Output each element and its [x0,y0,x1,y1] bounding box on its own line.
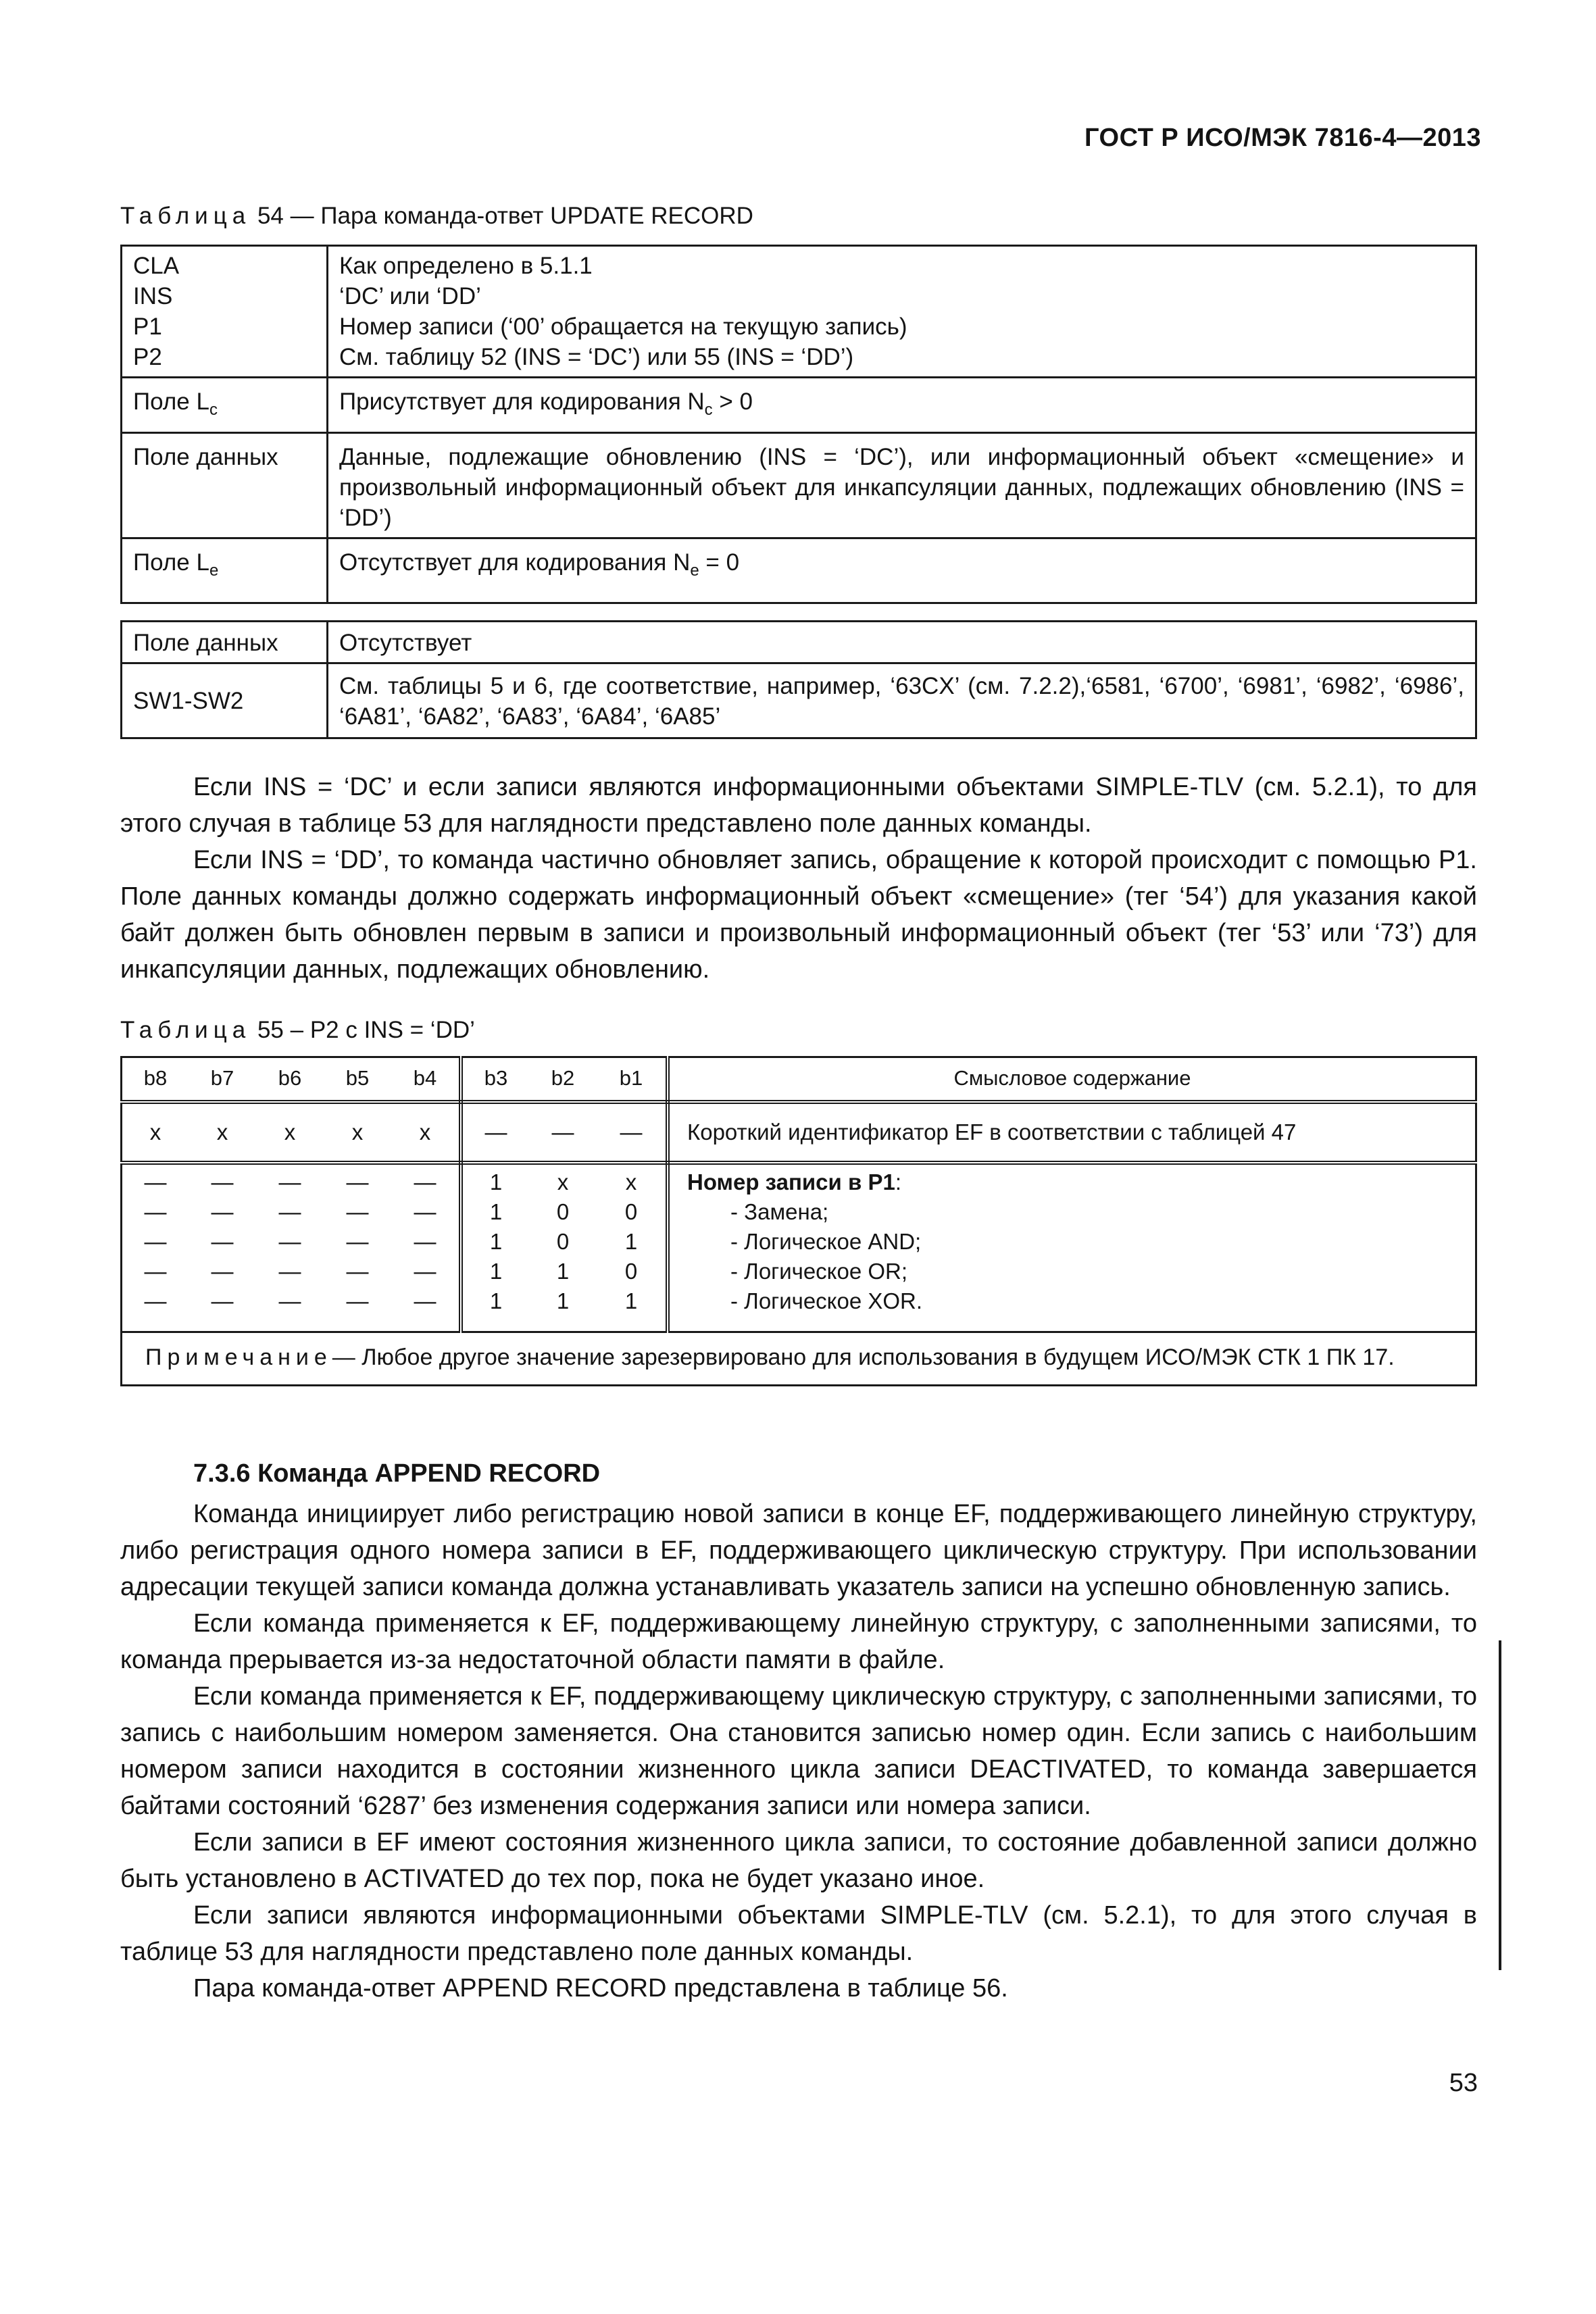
table-cell-field [122,538,328,603]
table-cell-value: Как определено в 5.1.1 ‘DC’ или ‘DD’ Номер записи (‘00’ обращается на текущую запись) См. таблицу 52 (INS = ‘DC’) или 55 (INS = ‘DD’) [328,246,1476,378]
table55-caption-text: 55 – P2 с INS = ‘DD’ [257,1017,475,1043]
table-cell-field: CLA INS P1 P2 [122,246,328,378]
bit-cell: x [324,1102,391,1163]
table54-caption-prefix: Таблица [120,203,251,229]
table-cell-field: SW1-SW2 [122,663,328,738]
section-text [120,1496,1477,2007]
bit-cell: — [122,1257,189,1286]
paragraph: Если INS = ‘DD’, то команда частично обновляет запись, обращение к которой происходит с помощью P1. Поле данных команды должно содержать информационный объект «смещение» (тег ‘54’) для указания какой байт должен быть обновлен первым в записи и произвольный информационный объект (тег ‘53’ или ‘73’) для инкапсуляции данных, подлежащих обновлению. [120,846,1477,984]
page-number: 53 [1449,2069,1478,2097]
meaning-cell: - Замена; [668,1197,1476,1227]
field-label: Поле L [133,388,209,415]
field-label: Поле L [133,549,209,576]
bit-cell: — [461,1102,529,1163]
table-row [122,1257,1476,1286]
bit-cell: — [278,1169,301,1194]
bit-cell: x [256,1102,324,1163]
table-cell-value [328,378,1476,433]
bit-cell: — [278,1199,301,1224]
meaning-cell [668,1163,1476,1197]
meaning-cell: - Логическое XOR. [668,1286,1476,1332]
bit-cell: — [211,1199,234,1224]
bit-cell: 1 [489,1169,503,1194]
bit-cell: 1 [489,1199,503,1224]
table-cell-field: Поле данных [122,622,328,663]
paragraph: Если INS = ‘DC’ и если записи являются информационными объектами SIMPLE-TLV (см. 5.2.1), то для этого случая в таблице 53 для наглядности представлено поле данных команды. [120,773,1477,838]
paragraph: Если команда применяется к EF, поддерживающему линейную структуру, с заполненными записями, то команда прерывается из-за недостаточной области памяти в файле. [120,1609,1477,1674]
column-header: b4 [391,1057,461,1103]
bit-cell: 0 [597,1197,668,1227]
bit-cell: — [278,1259,301,1284]
table55-caption [120,1017,475,1044]
meaning-bold: Номер записи в P1 [687,1169,895,1194]
bit-cell: x [189,1102,256,1163]
bit-cell: — [278,1229,301,1254]
bit-cell: x [391,1102,461,1163]
bit-cell: — [122,1227,189,1257]
bit-cell: — [346,1169,369,1194]
table-row [122,1163,1476,1197]
column-header: b8 [122,1057,189,1103]
meaning-text: : [895,1169,901,1194]
table-row [122,378,1476,433]
table55 [120,1056,1477,1386]
bit-cell: 1 [556,1259,570,1284]
bit-cell: 1 [489,1259,503,1284]
table-row [122,1227,1476,1257]
paragraph: Если записи в EF имеют состояния жизненного цикла записи, то состояние добавленной записи должно быть установлено в ACTIVATED до тех пор, пока не будет указано иное. [120,1828,1477,1893]
bit-cell: — [346,1229,369,1254]
bit-cell: x [597,1163,668,1197]
bit-cell: — [346,1199,369,1224]
paragraph: Пара команда-ответ APPEND RECORD представлена в таблице 56. [193,1974,1008,2003]
bit-cell: x [122,1102,189,1163]
table-cell-value: Отсутствует [328,622,1476,663]
bit-cell: — [346,1259,369,1284]
column-header: b1 [597,1057,668,1103]
table54-response [120,620,1477,739]
table-row [122,1197,1476,1227]
bit-cell: — [211,1169,234,1194]
table54-caption-text: 54 — Пара команда-ответ UPDATE RECORD [257,203,753,229]
table-cell-value: Данные, подлежащие обновлению (INS = ‘DC’), или информационный объект «смещение» и произвольный информационный объект для инкапсуляции данных, подлежащих обновлению (INS = ‘DD’) [328,433,1476,538]
note-prefix: Примечание [145,1344,332,1370]
bit-cell: — [597,1102,668,1163]
bit-cell: 1 [461,1286,529,1332]
paragraph: Команда инициирует либо регистрацию новой записи в конце EF, поддерживающего линейную структуру, либо регистрация одного номера записи в EF, поддерживающего циклическую структуру. При использовании адресации текущей записи команда должна устанавливать указатель записи на успешно обновленную запись. [120,1500,1477,1601]
bit-cell: — [122,1163,189,1197]
bit-cell: 1 [529,1286,597,1332]
meaning-cell: Короткий идентификатор EF в соответствии с таблицей 47 [668,1102,1476,1163]
bit-cell: 0 [556,1199,570,1224]
table-row [122,433,1476,538]
table-cell-field [122,378,328,433]
meaning-cell: - Логическое AND; [668,1227,1476,1257]
value-subscript: c [704,401,713,419]
field-subscript: e [209,561,219,580]
column-header: b3 [461,1057,529,1103]
bit-cell: — [529,1102,597,1163]
value-tail: > 0 [712,388,753,415]
bit-cell: — [122,1197,189,1227]
bit-cell: — [391,1286,461,1332]
revision-change-bar [1499,1640,1501,1970]
note-text: — Любое другое значение зарезервировано для использования в будущем ИСО/МЭК СТК 1 ПК 17. [332,1344,1395,1370]
column-header: b2 [529,1057,597,1103]
bit-cell: 1 [597,1227,668,1257]
value-text: Присутствует для кодирования N [339,388,705,415]
paragraph: Если записи являются информационными объектами SIMPLE-TLV (см. 5.2.1), то для этого случая в таблице 53 для наглядности представлено поле данных команды. [120,1901,1477,1966]
column-header: Смысловое содержание [668,1057,1476,1103]
bit-cell: x [557,1169,569,1194]
paragraph: Если команда применяется к EF, поддерживающему циклическую структуру, с заполненными записями, то запись с наибольшим номером заменяется. Она становится записью номер один. Если запись с наибольшим номером записи находится в состоянии жизненного цикла записи DEACTIVATED, то команда завершается байтами состояний ‘6287’ без изменения содержания записи или номера записи. [120,1682,1477,1820]
table54-command [120,245,1477,604]
table-cell-field: Поле данных [122,433,328,538]
table-cell-value [328,538,1476,603]
field-subscript: c [209,401,218,419]
table55-caption-prefix: Таблица [120,1017,251,1043]
bit-cell: — [324,1286,391,1332]
column-header: b5 [324,1057,391,1103]
column-header: b6 [256,1057,324,1103]
bit-cell: — [391,1197,461,1227]
table-row [122,538,1476,603]
table-row [122,246,1476,378]
bit-cell: — [391,1257,461,1286]
bit-cell: — [391,1227,461,1257]
bit-cell: 0 [556,1229,570,1254]
table-cell-value: См. таблицы 5 и 6, где соответствие, например, ‘63CX’ (см. 7.2.2),‘6581, ‘6700’, ‘6981’, ‘6982’, ‘6986’, ‘6A81’, ‘6A82’, ‘6A83’, ‘6A84’, ‘6A85’ [328,663,1476,738]
value-text: Отсутствует для кодирования N [339,549,691,576]
table54-caption [120,203,753,230]
bit-cell: — [211,1259,234,1284]
bit-cell: — [256,1286,324,1332]
bit-cell: — [122,1286,189,1332]
bit-cell: 1 [489,1229,503,1254]
bit-cell: 1 [597,1286,668,1332]
bit-cell: — [189,1286,256,1332]
text-block-a [120,769,1477,988]
table-row [122,622,1476,663]
value-subscript: e [690,561,699,580]
table-note [122,1332,1476,1386]
section-heading: 7.3.6 Команда APPEND RECORD [193,1459,601,1488]
column-header: b7 [189,1057,256,1103]
table-header-row [122,1057,1476,1103]
table-row [122,1102,1476,1163]
bit-cell: — [391,1163,461,1197]
meaning-cell: - Логическое OR; [668,1257,1476,1286]
table-row [122,663,1476,738]
table-row [122,1286,1476,1332]
bit-cell: 0 [597,1257,668,1286]
table-note-row [122,1332,1476,1386]
bit-cell: — [211,1229,234,1254]
document-code-header: ГОСТ Р ИСО/МЭК 7816-4—2013 [1084,124,1481,152]
value-tail: = 0 [699,549,740,576]
